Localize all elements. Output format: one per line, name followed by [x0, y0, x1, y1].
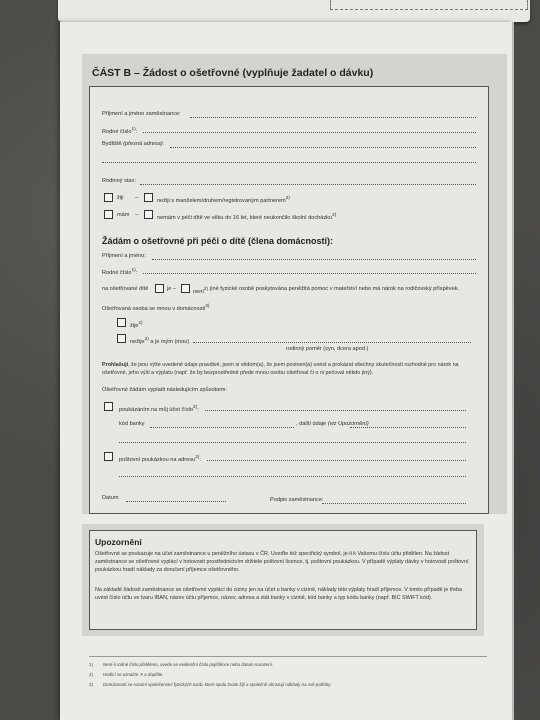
date-label: Datum	[102, 495, 119, 501]
footnote-1: 1) Není-li rodné číslo přiděleno, uvede se evidenční číslo pojištěnce nebo datum narození.	[89, 662, 274, 667]
is-label: je –	[167, 286, 177, 292]
relation-caption: rodinný poměr (syn, dcera apod.)	[286, 346, 369, 352]
child-name-label: Příjmení a jméno:	[102, 253, 146, 259]
child-birth-no-field[interactable]	[143, 273, 476, 274]
child-name-field[interactable]	[152, 259, 476, 260]
dash-sep: –	[135, 195, 139, 201]
checkbox-have-child[interactable]	[104, 210, 113, 219]
not-lives-label: nežije$^{2)}$ a je mým (mou)	[130, 336, 190, 345]
notice-paragraph-1: Ošetřovné se poukazuje na účet zaměstnance u peněžního ústavu v ČR. Uveďte též specifický symbol, je-li k Vašemu číslu účtu přidělen. Na žádost zaměstnance se ošetřovné vyplácí v hotovosti prostřednictvím držitele poštovní licence, tj. poštovní poukázkou. V případě výplaty dávky v hotovosti poštovní poukázkou hradí náklady za doručení příjemce ošetřovného.	[95, 551, 469, 573]
employee-name-label: Příjmení a jméno zaměstnance:	[102, 111, 181, 117]
checkbox-not-live-with-spouse[interactable]	[144, 193, 153, 202]
checkbox-not-lives-in-household[interactable]	[117, 334, 126, 343]
checkbox-lives-in-household[interactable]	[117, 318, 126, 327]
postal-address-field-2[interactable]	[119, 476, 466, 477]
more-info-field-2[interactable]	[119, 442, 466, 443]
checkbox-postal-order[interactable]	[104, 452, 113, 461]
postal-address-field[interactable]	[207, 460, 466, 461]
part-b-form	[89, 86, 489, 514]
checkbox-is-paid[interactable]	[155, 284, 164, 293]
other-person-prefix: na ošetřované dítě	[102, 286, 149, 292]
lives-label: žije$^{2)}$	[130, 320, 143, 329]
dashed-cut-box	[330, 0, 528, 10]
declaration: Prohlašuji, že jsou výše uvedené údaje pravdivé, jsem si vědom(a), že jsem povinen(a) uvést a prokázat všechny skutečnosti rozhodné pro nárok na ošetřovné, jeho výši a výplatu (např. že by bezprostředně přede mnou osobu ošetřoval či o ni pečoval někdo jiný).	[102, 362, 459, 376]
employee-address-field-2[interactable]	[102, 162, 476, 163]
opt-not-have-label: nemám v péči dítě ve věku do 16 let, které neukončilo školní docházku$^{2)}$	[157, 212, 337, 221]
employee-birth-no-field[interactable]	[143, 132, 476, 133]
notice-box	[89, 530, 477, 630]
bank-code-field[interactable]	[150, 427, 294, 428]
marital-status-label: Rodinný stav:	[102, 178, 136, 184]
notice-paragraph-2: Na základě žádosti zaměstnance se ošetřovné vyplácí do ciziny jen na účet u banky v cizině, náklady této výplaty hradí příjemce. V tomto případě je třeba uvést číslo účtu ve tvaru IBAN, název účtu příjemce, název, adresa a stát banky v cizině, kód banky a typ kódu banky (např. BIC SWIFT kód).	[95, 587, 463, 601]
underlying-sheet	[58, 0, 530, 22]
employee-name-field[interactable]	[190, 117, 476, 118]
dash-sep: –	[135, 212, 139, 218]
bank-code-label: kód banky	[119, 421, 145, 427]
signature-label: Podpis zaměstnance:	[270, 497, 324, 503]
signature-field[interactable]	[322, 503, 466, 504]
employee-address-label: Bydliště (přesná adresa):	[102, 141, 165, 147]
account-number-field[interactable]	[205, 410, 466, 411]
notice-title: Upozornění	[95, 537, 142, 547]
account-label: poukázáním na můj účet číslo$^{2)}$:	[119, 404, 199, 413]
date-field[interactable]	[126, 501, 226, 502]
checkbox-is-not-paid[interactable]	[181, 284, 190, 293]
employee-address-field[interactable]	[170, 147, 476, 148]
checkbox-not-have-child[interactable]	[144, 210, 153, 219]
child-section-heading: Žádám o ošetřovné při péči o dítě (člena domácnosti):	[102, 236, 334, 246]
employee-birth-no-label: Rodné číslo$^{1)}$:	[102, 126, 138, 135]
payment-label: Ošetřovné žádám vyplatit následujícím způsobem:	[102, 387, 227, 393]
other-person-text: jiné fyzické osobě poskytována peněžitá pomoc v mateřství nebo má nárok na rodičovský příspěvek.	[210, 286, 460, 292]
checkbox-live-with-spouse[interactable]	[104, 193, 113, 202]
more-info-label: , další údaje (viz Upozornění)	[296, 421, 369, 427]
household-label: Ošetřovaná osoba se mnou v domácnosti$^{3)}$	[102, 303, 210, 312]
footnote-rule	[89, 656, 487, 657]
opt-not-live-label: nežiji s manželem/druhem/registrovaným partnerem$^{2)}$	[157, 195, 290, 204]
relation-field[interactable]	[193, 342, 471, 343]
child-birth-no-label: Rodné číslo$^{1)}$:	[102, 267, 138, 276]
more-info-field[interactable]	[350, 427, 466, 428]
postal-label: poštovní poukázkou na adresu$^{2)}$:	[119, 454, 201, 463]
opt-have-label: mám	[117, 212, 130, 218]
footnote-2: 2) Hodící se označte ✕ a doplňte.	[89, 672, 164, 677]
marital-status-field[interactable]	[140, 184, 476, 185]
checkbox-pay-to-account[interactable]	[104, 402, 113, 411]
opt-live-label: žiji	[117, 195, 124, 201]
is-not-label: není$^{2)}$	[193, 286, 209, 295]
section-title: ČÁST B – Žádost o ošetřovné (vyplňuje žadatel o dávku)	[92, 67, 374, 79]
footnote-3: 3) Domácností se rozumí společenství fyzických osob, které spolu trvale žijí a společně uhrazují náklady na své potřeby.	[89, 682, 332, 687]
